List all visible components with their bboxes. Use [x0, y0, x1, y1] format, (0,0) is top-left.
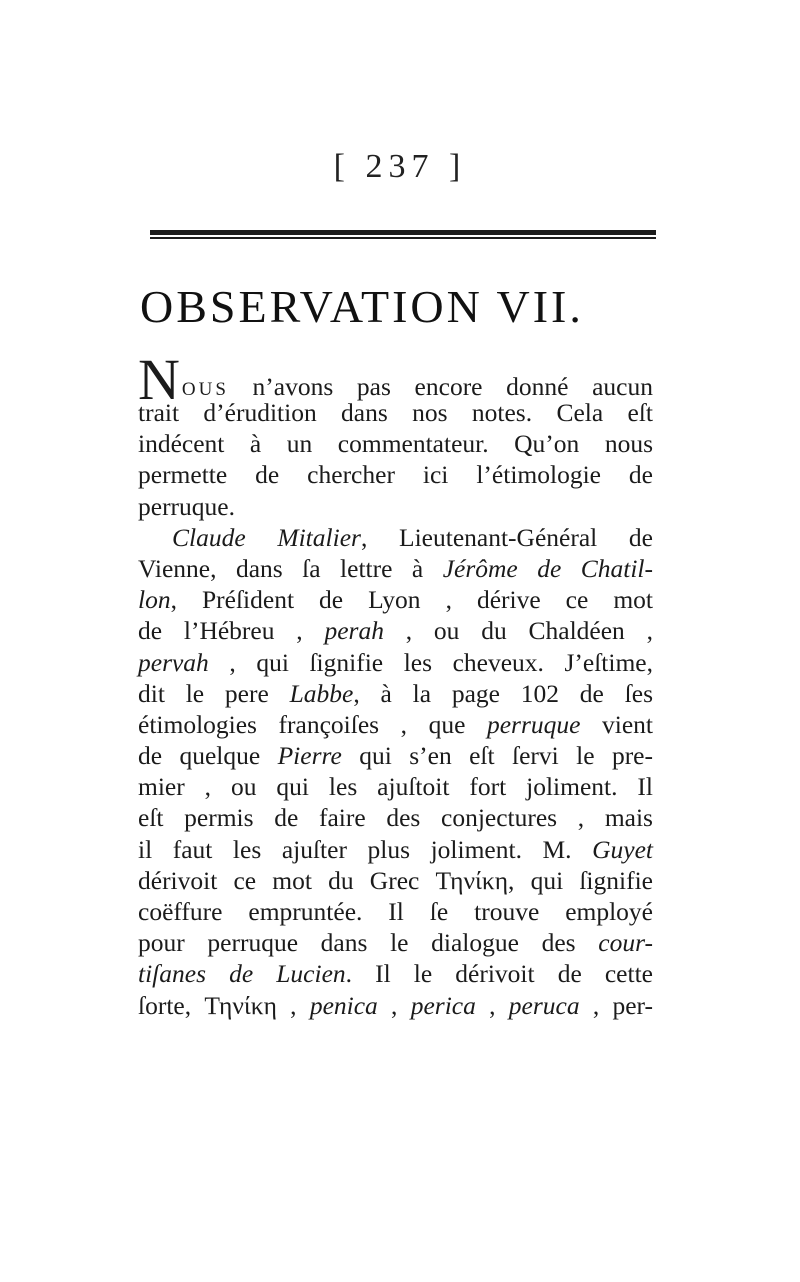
text-line: de l’Hébreu , perah , ou du Chaldéen , [138, 616, 653, 646]
text-line: pour perruque dans le dialogue des cour- [138, 928, 653, 958]
text-line: NOUS n’avons pas encore donné aucun [138, 347, 653, 412]
section-heading: OBSERVATION VII. [140, 281, 584, 332]
text-line: Vienne, dans ſa lettre à Jérôme de Chatil- [138, 553, 653, 583]
text-line: de quelque Pierre qui s’en eſt ſervi le pre- [138, 741, 653, 771]
text-line: permette de chercher ici l’étimologie de [138, 460, 653, 490]
text-line: indécent à un commentateur. Qu’on nous [138, 429, 653, 459]
text-line: il faut les ajuſter plus joliment. M. Guyet [138, 834, 653, 864]
text-line: tiſanes de Lucien. Il le dérivoit de cette [138, 959, 653, 989]
text-line: Claude Mitalier, Lieutenant-Général de [172, 522, 653, 552]
text-line: eſt permis de faire des conjectures , mais [138, 803, 653, 833]
header-rule-thin [150, 237, 656, 239]
text-line: pervah , qui ſignifie les cheveux. J’eſtime, [138, 647, 653, 677]
text-line: dit le pere Labbe, à la page 102 de ſes [138, 678, 653, 708]
text-line: lon, Préſident de Lyon , dérive ce mot [138, 585, 653, 615]
body-text [138, 347, 654, 1021]
drop-cap: N [138, 347, 180, 412]
text-line: perruque. [138, 491, 235, 521]
text-line: étimologies françoiſes , que perruque vient [138, 709, 653, 739]
text-line: trait d’érudition dans nos notes. Cela eſt [138, 398, 653, 427]
text-line: coëffure empruntée. Il ſe trouve employé [138, 897, 653, 926]
text-line: dérivoit ce mot du Grec Τηνίκη, qui ſignifie [138, 865, 653, 895]
text-line: ſorte, Τηνίκη , penica , perica , peruca , per- [138, 990, 654, 1020]
page-number: [ 237 ] [333, 148, 467, 185]
header-rule-thick [150, 230, 656, 235]
text-line: mier , ou qui les ajuſtoit fort joliment. Il [138, 772, 653, 802]
